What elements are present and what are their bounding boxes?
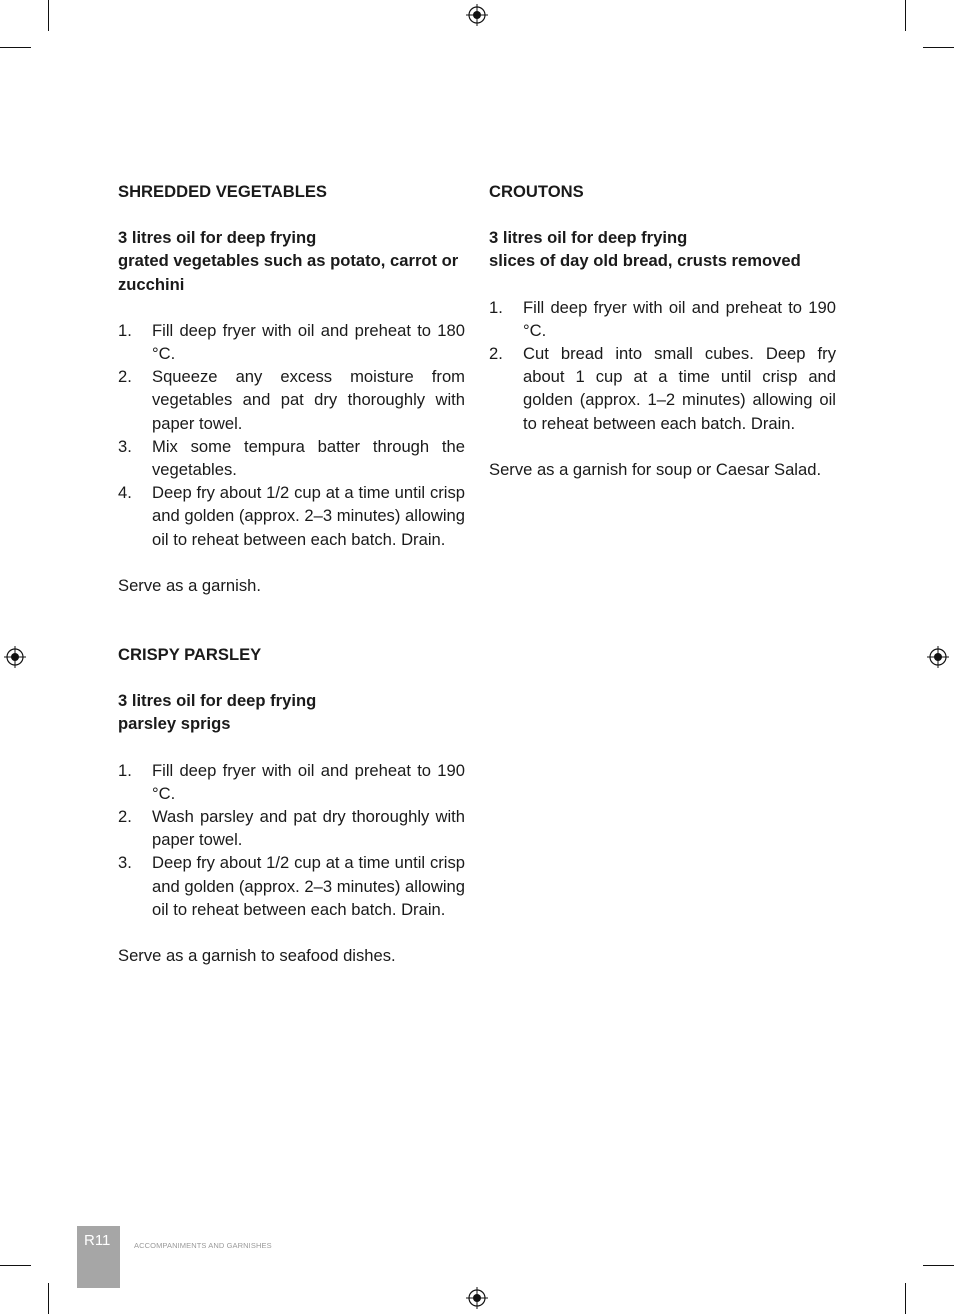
ingredient-item: parsley sprigs xyxy=(118,714,231,734)
registration-mark-icon xyxy=(466,4,488,26)
step-text: Wash parsley and pat dry thoroughly with paper towel. xyxy=(152,807,465,850)
step-text: Deep fry about 1/2 cup at a time until crisp and golden (approx. 2–3 minutes) allowing oil to reheat between each batch. Drain. xyxy=(152,853,465,919)
step-text: Fill deep fryer with oil and preheat to 190 °C. xyxy=(152,760,465,803)
step-text: Deep fry about 1/2 cup at a time until crisp and golden (approx. 2–3 minutes) allowing oil to reheat between each batch. Drain. xyxy=(152,483,465,549)
step-number: 3. xyxy=(118,436,132,456)
method-steps xyxy=(489,296,836,435)
ingredient-list xyxy=(489,226,836,272)
method-step xyxy=(118,481,465,551)
crop-mark-top-right-vertical xyxy=(905,0,906,31)
right-column xyxy=(489,180,836,481)
method-step xyxy=(118,365,465,435)
method-step xyxy=(118,851,465,921)
method-step xyxy=(118,805,465,851)
step-number: 2. xyxy=(118,367,132,387)
method-step xyxy=(118,319,465,365)
ingredient-item: slices of day old bread, crusts removed xyxy=(489,251,801,271)
recipe-shredded-vegetables xyxy=(118,180,465,597)
crop-mark-top-left-horizontal xyxy=(0,47,31,48)
step-number: 2. xyxy=(118,807,132,827)
recipe-title: CROUTONS xyxy=(489,182,584,201)
step-text: Fill deep fryer with oil and preheat to 190 °C. xyxy=(523,297,836,340)
crop-mark-bottom-left-horizontal xyxy=(0,1265,31,1266)
method-step xyxy=(118,435,465,481)
step-number: 4. xyxy=(118,483,132,503)
step-number: 1. xyxy=(118,320,132,340)
recipe-title: CRISPY PARSLEY xyxy=(118,645,262,665)
registration-mark-icon xyxy=(466,1287,488,1309)
ingredient-item: 3 litres oil for deep frying xyxy=(118,228,317,248)
step-text: Mix some tempura batter through the vegetables. xyxy=(152,436,465,480)
crop-mark-bottom-right-vertical xyxy=(905,1283,906,1314)
crop-mark-top-right-horizontal xyxy=(923,47,954,48)
step-text: Cut bread into small cubes. Deep fry about 1 cup at a time until crisp and golden (approx. 1–2 minutes) allowing oil to reheat between each batch. Drain. xyxy=(523,344,836,433)
section-name: ACCOMPANIMENTS AND GARNISHES xyxy=(134,1241,272,1250)
step-number: 2. xyxy=(489,344,503,364)
ingredient-item: 3 litres oil for deep frying xyxy=(118,691,317,711)
ingredient-item: grated vegetables such as potato, carrot or zucchini xyxy=(118,251,459,294)
serving-note: Serve as a garnish for soup or Caesar Salad. xyxy=(489,459,822,479)
section-spacer xyxy=(118,597,465,643)
crop-mark-bottom-right-horizontal xyxy=(923,1265,954,1266)
ingredient-list xyxy=(118,226,465,296)
crop-mark-bottom-left-vertical xyxy=(48,1283,49,1314)
serving-note: Serve as a garnish to seafood dishes. xyxy=(118,946,396,966)
recipe-croutons xyxy=(489,180,836,481)
method-steps xyxy=(118,759,465,921)
method-step xyxy=(489,342,836,435)
left-column xyxy=(118,180,465,967)
method-steps xyxy=(118,319,465,551)
serving-note: Serve as a garnish. xyxy=(118,575,261,595)
method-step xyxy=(118,759,465,805)
registration-mark-icon xyxy=(4,646,26,668)
step-number: 1. xyxy=(118,760,132,780)
step-number: 1. xyxy=(489,297,503,317)
ingredient-list xyxy=(118,689,465,735)
recipe-crispy-parsley xyxy=(118,643,465,967)
page-number: R11 xyxy=(84,1232,111,1249)
ingredient-item: 3 litres oil for deep frying xyxy=(489,228,688,248)
step-text: Squeeze any excess moisture from vegetables and pat dry thoroughly with paper towel. xyxy=(152,367,465,433)
recipe-title: SHREDDED VEGETABLES xyxy=(118,182,327,201)
step-number: 3. xyxy=(118,853,132,873)
registration-mark-icon xyxy=(927,646,949,668)
method-step xyxy=(489,296,836,342)
crop-mark-top-left-vertical xyxy=(48,0,49,31)
step-text: Fill deep fryer with oil and preheat to 180 °C. xyxy=(152,320,465,364)
